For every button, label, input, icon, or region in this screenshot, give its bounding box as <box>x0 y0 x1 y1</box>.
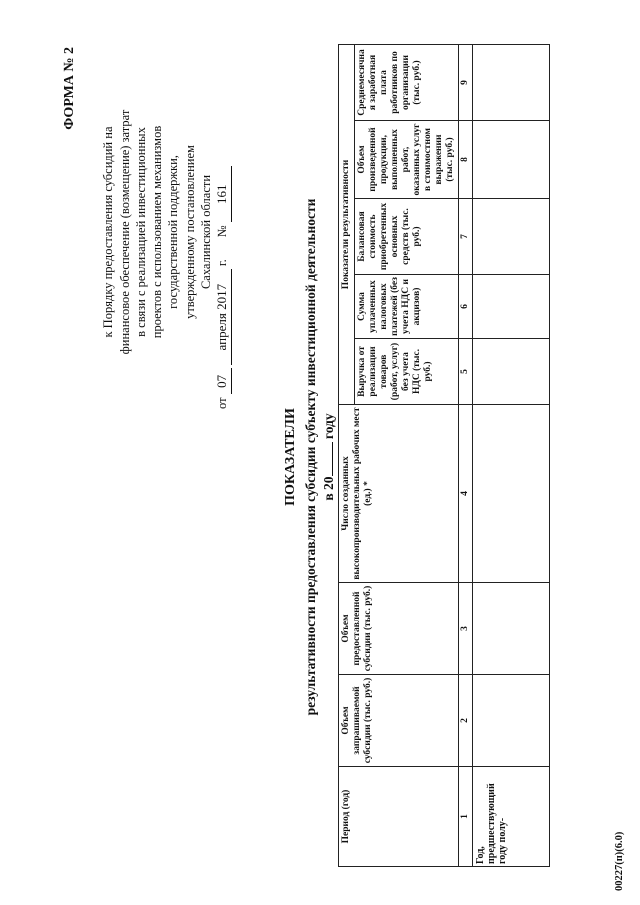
header-line: к Порядку предоставления субсидий на <box>101 126 116 338</box>
form-number: ФОРМА № 2 <box>62 47 77 130</box>
column-number: 4 <box>459 405 473 583</box>
document-subtitle: результативности предоставления субсидии субъекту инвестиционной деятельности <box>303 198 318 716</box>
column-number: 3 <box>459 583 473 675</box>
sig-day: 07 <box>214 368 231 394</box>
column-number: 9 <box>459 45 473 121</box>
form-header <box>62 37 232 427</box>
col-header-salary: Среднемесячная заработная плата работников по организации (тыс. руб.) <box>355 45 459 121</box>
column-number: 6 <box>459 275 473 339</box>
table-cell <box>473 583 550 675</box>
header-line: государственной поддержки, <box>166 155 181 309</box>
col-header-tax: Сумма уплаченных налоговых платежей (без учета НДС и акцизов) <box>355 275 459 339</box>
column-number: 8 <box>459 121 473 199</box>
col-header-period: Период (год) <box>339 767 459 867</box>
document-title: ПОКАЗАТЕЛИ <box>283 408 298 506</box>
table-cell <box>473 405 550 583</box>
col-header-requested-subsidy: Объем запрашиваемой субсидии (тыс. руб.) <box>339 675 459 767</box>
header-line: в связи с реализацией инвестиционных <box>133 127 148 337</box>
year-suffix: году <box>321 413 336 440</box>
sig-from: от <box>215 397 230 409</box>
column-number: 1 <box>459 767 473 867</box>
table-cell <box>473 339 550 405</box>
sig-year-suffix: г. <box>215 259 230 267</box>
col-header-fixed-assets: Балансовая стоимость приобретенных основных средств (тыс. руб.) <box>355 199 459 275</box>
header-line: Сахалинской области <box>199 174 214 290</box>
column-number: 2 <box>459 675 473 767</box>
indicators-table <box>338 44 550 867</box>
table-cell <box>473 199 550 275</box>
column-number-row <box>459 45 473 867</box>
year-prefix: в 20 <box>321 476 336 501</box>
resolution-signature-line <box>214 37 231 427</box>
year-blank <box>320 442 333 476</box>
sig-month: апреля 2017 <box>214 269 231 365</box>
table-cell <box>473 275 550 339</box>
document-code: 00227(п)(6.0) <box>614 831 625 891</box>
table-cell <box>473 121 550 199</box>
document-year-line <box>320 47 337 867</box>
row-label-previous-year: Год, предшествующий году полу- <box>473 767 550 867</box>
column-number: 5 <box>459 339 473 405</box>
header-row <box>339 45 355 867</box>
header-line: проектов с использованием механизмов <box>150 125 165 339</box>
sig-number: 161 <box>214 166 231 222</box>
col-header-provided-subsidy: Объем предоставленной субсидии (тыс. руб.) <box>339 583 459 675</box>
table-row <box>473 45 550 867</box>
table-cell <box>473 45 550 121</box>
header-line: утвержденному постановлением <box>182 145 197 319</box>
header-line: финансовое обеспечение (возмещение) затрат <box>117 109 132 355</box>
col-header-revenue: Выручка от реализации товаров (работ, услуг) без учета НДС (тыс. руб.) <box>355 339 459 405</box>
column-number: 7 <box>459 199 473 275</box>
col-header-jobs: Число созданных высокопроизводительных рабочих мест (ед.) * <box>339 405 459 583</box>
table-cell <box>473 675 550 767</box>
sig-number-label: № <box>215 225 230 238</box>
group-header-results: Показатели результативности <box>339 45 355 405</box>
col-header-production: Объем произведенной продукции, выполненных работ, оказанных услуг в стоимостном выражении (тыс. руб.) <box>355 121 459 199</box>
